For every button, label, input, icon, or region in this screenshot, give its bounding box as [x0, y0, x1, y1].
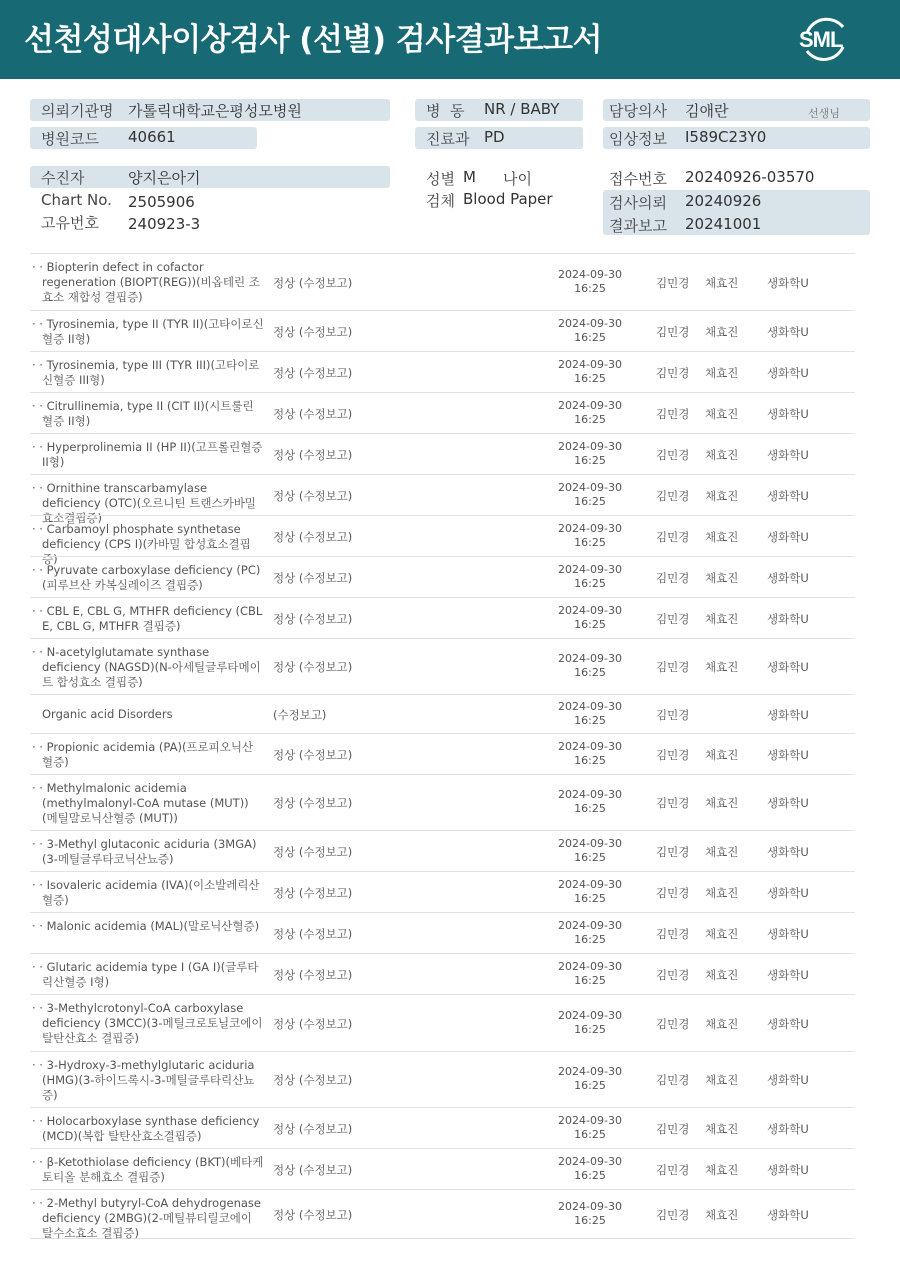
result-datetime	[550, 652, 630, 680]
test-name: · · Carbamoyl phosphate synthetase deficiency (CPS I)(카바밀 합성효소결핍증)	[32, 522, 251, 566]
report-header	[0, 0, 900, 79]
chart-value: 2505906	[128, 193, 195, 211]
specimen-value: Blood Paper	[463, 190, 553, 208]
report-label: 결과보고	[609, 217, 667, 235]
tester-name: 김민경	[656, 488, 690, 503]
result-time: 16:25	[574, 371, 606, 385]
result-time: 16:25	[574, 535, 606, 549]
result-date: 2024-09-30	[558, 267, 622, 281]
tester-name: 김민경	[656, 747, 690, 762]
tester-name: 김민경	[656, 1208, 690, 1222]
request-value: 20240926	[685, 192, 762, 210]
test-name: · · Pyruvate carboxylase deficiency (PC)(피루브산 카복실레이즈 결핍증)	[32, 563, 261, 592]
lab-department: 생화학U	[767, 844, 809, 859]
test-result: 정상 (수정보고)	[273, 406, 353, 421]
tester-name: 김민경	[656, 1162, 690, 1177]
receipt-value: 20240926-03570	[685, 168, 815, 186]
result-time: 16:25	[574, 494, 606, 508]
result-time: 16:25	[574, 1214, 606, 1227]
reviewer-name: 채효진	[705, 275, 739, 290]
result-date: 2024-09-30	[558, 1008, 622, 1022]
sml-logo	[797, 13, 853, 65]
test-result: 정상 (수정보고)	[273, 1208, 353, 1222]
result-date: 2024-09-30	[558, 357, 622, 371]
hospital-code-label: 병원코드	[41, 130, 99, 148]
unique-label: 고유번호	[41, 214, 99, 232]
result-date: 2024-09-30	[558, 439, 622, 453]
lab-department: 생화학U	[767, 447, 809, 462]
test-result: 정상 (수정보고)	[273, 365, 353, 380]
result-time: 16:25	[574, 753, 606, 767]
tester-name: 김민경	[656, 1016, 690, 1031]
table-row	[30, 597, 855, 638]
result-time: 16:25	[574, 1127, 606, 1141]
test-result: 정상 (수정보고)	[273, 967, 353, 982]
table-row	[30, 694, 855, 733]
sex-value: M	[463, 168, 476, 186]
report-title: 선천성대사이상검사 (선별) 검사결과보고서	[24, 22, 602, 58]
test-name: · · Propionic acidemia (PA)(프로피오닉산혈증)	[32, 740, 254, 769]
table-row	[30, 1148, 855, 1189]
result-date: 2024-09-30	[558, 836, 622, 850]
patient-value: 양지은아기	[128, 169, 201, 187]
reviewer-name: 채효진	[705, 611, 739, 626]
lab-department: 생화학U	[767, 570, 809, 585]
reviewer-name: 채효진	[705, 885, 739, 900]
receipt-label: 접수번호	[609, 170, 667, 188]
lab-department: 생화학U	[767, 1162, 809, 1177]
result-datetime	[550, 522, 630, 550]
table-row	[30, 433, 855, 474]
test-name: · · 3-Methylcrotonyl-CoA carboxylase deficiency (3MCC)(3-메틸크로토닐코에이 탈탄산효소 결핍증)	[32, 1001, 263, 1045]
table-row	[30, 1189, 855, 1239]
result-datetime	[550, 399, 630, 427]
result-date: 2024-09-30	[558, 918, 622, 932]
table-row	[30, 953, 855, 994]
result-datetime	[550, 563, 630, 591]
test-name: · · Holocarboxylase synthase deficiency (MCD)(복합 탈탄산효소결핍증)	[32, 1114, 260, 1143]
table-row	[30, 912, 855, 953]
test-name: · · Tyrosinemia, type III (TYR III)(고타이로신혈증 III형)	[32, 358, 260, 387]
result-datetime	[550, 1200, 630, 1228]
result-datetime	[550, 740, 630, 768]
test-result: 정상 (수정보고)	[273, 275, 353, 290]
reviewer-name: 채효진	[705, 488, 739, 503]
test-name: · · Methylmalonic acidemia (methylmalonyl-CoA mutase (MUT))(메틸말로닉산혈증 (MUT))	[32, 781, 249, 825]
test-name: · · 3-Methyl glutaconic aciduria (3MGA)(3-메틸글루타코닉산뇨증)	[32, 837, 257, 866]
result-date: 2024-09-30	[558, 652, 622, 665]
tester-name: 김민경	[656, 707, 690, 722]
test-result: 정상 (수정보고)	[273, 660, 353, 674]
tester-name: 김민경	[656, 529, 690, 544]
result-time: 16:25	[574, 802, 606, 815]
test-result: 정상 (수정보고)	[273, 529, 353, 544]
tester-name: 김민경	[656, 1073, 690, 1087]
result-datetime	[550, 358, 630, 386]
test-result: 정상 (수정보고)	[273, 926, 353, 941]
reviewer-name: 채효진	[705, 447, 739, 462]
tester-name: 김민경	[656, 660, 690, 674]
table-row	[30, 310, 855, 351]
reviewer-name: 채효진	[705, 844, 739, 859]
result-datetime	[550, 317, 630, 345]
table-row	[30, 515, 855, 566]
test-name: · · N-acetylglutamate synthase deficiency (NAGSD)(N-아세틸글루타메이트 합성효소 결핍증)	[32, 645, 261, 689]
test-result: 정상 (수정보고)	[273, 570, 353, 585]
tester-name: 김민경	[656, 570, 690, 585]
test-name: · · Malonic acidemia (MAL)(말로닉산혈증)	[32, 919, 260, 933]
doctor-value: 김애란	[685, 102, 729, 120]
lab-department: 생화학U	[767, 660, 809, 674]
lab-department: 생화학U	[767, 967, 809, 982]
result-date: 2024-09-30	[558, 699, 622, 713]
lab-department: 생화학U	[767, 406, 809, 421]
test-name: · · Hyperprolinemia II (HP II)(고프롤린혈증 II형)	[32, 440, 263, 469]
lab-department: 생화학U	[767, 488, 809, 503]
result-time: 16:25	[574, 576, 606, 590]
table-row	[30, 474, 855, 525]
tester-name: 김민경	[656, 275, 690, 290]
test-result: 정상 (수정보고)	[273, 1016, 353, 1031]
result-datetime	[550, 919, 630, 947]
result-date: 2024-09-30	[558, 603, 622, 617]
reviewer-name: 채효진	[705, 796, 739, 810]
table-row	[30, 392, 855, 433]
department-value: PD	[484, 128, 505, 146]
test-name: · · Ornithine transcarbamylase deficiency (OTC)(오르니틴 트랜스카바밀 효소결핍증)	[32, 481, 256, 525]
test-result: 정상 (수정보고)	[273, 796, 353, 810]
ward-value: NR / BABY	[484, 100, 560, 118]
tester-name: 김민경	[656, 1121, 690, 1136]
tester-name: 김민경	[656, 885, 690, 900]
result-time: 16:25	[574, 713, 606, 727]
report-value: 20241001	[685, 215, 762, 233]
result-datetime	[550, 837, 630, 865]
test-name: · · Glutaric acidemia type I (GA I)(글루타릭산혈증 I형)	[32, 960, 259, 989]
test-result: 정상 (수정보고)	[273, 747, 353, 762]
test-name: · · Tyrosinemia, type II (TYR II)(고타이로신혈증 II형)	[32, 317, 264, 346]
reviewer-name: 채효진	[705, 967, 739, 982]
result-time: 16:25	[574, 973, 606, 987]
tester-name: 김민경	[656, 406, 690, 421]
result-date: 2024-09-30	[558, 788, 622, 801]
tester-name: 김민경	[656, 324, 690, 339]
table-row	[30, 638, 855, 694]
test-name: · · 3-Hydroxy-3-methylglutaric aciduria (HMG)(3-하이드록시-3-메틸글루타릭산뇨증)	[32, 1058, 255, 1102]
result-date: 2024-09-30	[558, 521, 622, 535]
lab-department: 생화학U	[767, 611, 809, 626]
result-datetime	[550, 878, 630, 906]
result-date: 2024-09-30	[558, 739, 622, 753]
result-date: 2024-09-30	[558, 562, 622, 576]
result-date: 2024-09-30	[558, 316, 622, 330]
table-row	[30, 1051, 855, 1107]
lab-department: 생화학U	[767, 1208, 809, 1222]
result-time: 16:25	[574, 330, 606, 344]
tester-name: 김민경	[656, 611, 690, 626]
result-datetime	[550, 1114, 630, 1142]
tester-name: 김민경	[656, 796, 690, 810]
test-result: 정상 (수정보고)	[273, 488, 353, 503]
result-datetime	[550, 960, 630, 988]
lab-department: 생화학U	[767, 1121, 809, 1136]
lab-department: 생화학U	[767, 926, 809, 941]
table-row	[30, 871, 855, 912]
lab-department: 생화학U	[767, 796, 809, 810]
clinical-label: 임상정보	[609, 130, 667, 148]
test-result: 정상 (수정보고)	[273, 885, 353, 900]
test-result: 정상 (수정보고)	[273, 1073, 353, 1087]
lab-department: 생화학U	[767, 1073, 809, 1087]
lab-department: 생화학U	[767, 747, 809, 762]
test-name: · · Citrullinemia, type II (CIT II)(시트룰린혈증 II형)	[32, 399, 254, 428]
result-time: 16:25	[574, 412, 606, 426]
result-time: 16:25	[574, 850, 606, 864]
result-date: 2024-09-30	[558, 959, 622, 973]
result-time: 16:25	[574, 932, 606, 946]
test-name: · · CBL E, CBL G, MTHFR deficiency (CBL E, CBL G, MTHFR 결핍증)	[32, 604, 263, 633]
chart-label: Chart No.	[41, 191, 112, 209]
test-result: 정상 (수정보고)	[273, 611, 353, 626]
result-date: 2024-09-30	[558, 1065, 622, 1078]
age-label: 나이	[503, 170, 532, 188]
lab-department: 생화학U	[767, 275, 809, 290]
table-row	[30, 994, 855, 1051]
department-label: 진료과	[426, 130, 470, 148]
table-row	[30, 1107, 855, 1148]
test-result: 정상 (수정보고)	[273, 1121, 353, 1136]
tester-name: 김민경	[656, 967, 690, 982]
result-time: 16:25	[574, 1168, 606, 1182]
reviewer-name: 채효진	[705, 324, 739, 339]
clinical-value: I589C23Y0	[685, 128, 767, 146]
reviewer-name: 채효진	[705, 406, 739, 421]
result-time: 16:25	[574, 281, 606, 295]
lab-department: 생화학U	[767, 707, 809, 722]
result-datetime	[550, 268, 630, 296]
result-time: 16:25	[574, 453, 606, 467]
result-date: 2024-09-30	[558, 398, 622, 412]
patient-label: 수진자	[41, 169, 85, 187]
reviewer-name: 채효진	[705, 365, 739, 380]
test-result: 정상 (수정보고)	[273, 844, 353, 859]
hospital-code-value: 40661	[128, 128, 176, 146]
lab-department: 생화학U	[767, 885, 809, 900]
result-datetime	[550, 481, 630, 509]
table-row	[30, 733, 855, 774]
results-table	[30, 253, 855, 1239]
test-result: (수정보고)	[273, 707, 327, 722]
institution-value: 가톨릭대학교은평성모병원	[128, 102, 302, 120]
specimen-label: 검체	[426, 192, 455, 210]
test-result: 정상 (수정보고)	[273, 1162, 353, 1177]
logo-text: SML	[799, 27, 843, 52]
result-datetime	[550, 604, 630, 632]
tester-name: 김민경	[656, 365, 690, 380]
lab-department: 생화학U	[767, 529, 809, 544]
result-date: 2024-09-30	[558, 877, 622, 891]
test-name: Organic acid Disorders	[42, 706, 173, 721]
table-row	[30, 253, 855, 310]
reviewer-name: 채효진	[705, 570, 739, 585]
institution-label: 의뢰기관명	[41, 102, 114, 120]
result-time: 16:25	[574, 666, 606, 679]
doctor-label: 담당의사	[609, 102, 667, 120]
result-datetime	[550, 1009, 630, 1037]
result-time: 16:25	[574, 891, 606, 905]
ward-label: 병 동	[426, 102, 465, 120]
table-row	[30, 774, 855, 830]
reviewer-name: 채효진	[705, 1208, 739, 1222]
result-date: 2024-09-30	[558, 1200, 622, 1213]
reviewer-name: 채효진	[705, 926, 739, 941]
test-result: 정상 (수정보고)	[273, 447, 353, 462]
test-name: · · β-Ketothiolase deficiency (BKT)(베타케토티올 분해효소 결핍증)	[32, 1155, 264, 1184]
result-datetime	[550, 1065, 630, 1093]
result-date: 2024-09-30	[558, 480, 622, 494]
test-result: 정상 (수정보고)	[273, 324, 353, 339]
request-label: 검사의뢰	[609, 194, 667, 212]
result-datetime	[550, 1155, 630, 1183]
result-date: 2024-09-30	[558, 1154, 622, 1168]
reviewer-name: 채효진	[705, 1162, 739, 1177]
result-time: 16:25	[574, 617, 606, 631]
sex-label: 성별	[426, 170, 455, 188]
reviewer-name: 채효진	[705, 660, 739, 674]
lab-department: 생화학U	[767, 324, 809, 339]
table-row	[30, 351, 855, 392]
table-row	[30, 556, 855, 597]
tester-name: 김민경	[656, 447, 690, 462]
reviewer-name: 채효진	[705, 529, 739, 544]
test-name: · · Isovaleric acidemia (IVA)(이소발레릭산혈증)	[32, 878, 260, 907]
reviewer-name: 채효진	[705, 747, 739, 762]
tester-name: 김민경	[656, 844, 690, 859]
result-datetime	[550, 788, 630, 816]
test-name: · · 2-Methyl butyryl-CoA dehydrogenase deficiency (2MBG)(2-메틸뷰티릴코에이 탈수소효소 결핍증)	[32, 1196, 261, 1240]
lab-department: 생화학U	[767, 365, 809, 380]
result-datetime	[550, 700, 630, 728]
result-datetime	[550, 440, 630, 468]
reviewer-name: 채효진	[705, 1016, 739, 1031]
unique-value: 240923-3	[128, 215, 201, 233]
doctor-suffix: 선생님	[808, 107, 840, 120]
test-name: · · Biopterin defect in cofactor regeneration (BIOPT(REG))(비옵테린 조효소 재합성 결핍증)	[32, 260, 260, 304]
lab-department: 생화학U	[767, 1016, 809, 1031]
result-time: 16:25	[574, 1079, 606, 1092]
reviewer-name: 채효진	[705, 1073, 739, 1087]
result-date: 2024-09-30	[558, 1113, 622, 1127]
reviewer-name: 채효진	[705, 1121, 739, 1136]
result-time: 16:25	[574, 1022, 606, 1036]
tester-name: 김민경	[656, 926, 690, 941]
table-row	[30, 830, 855, 871]
